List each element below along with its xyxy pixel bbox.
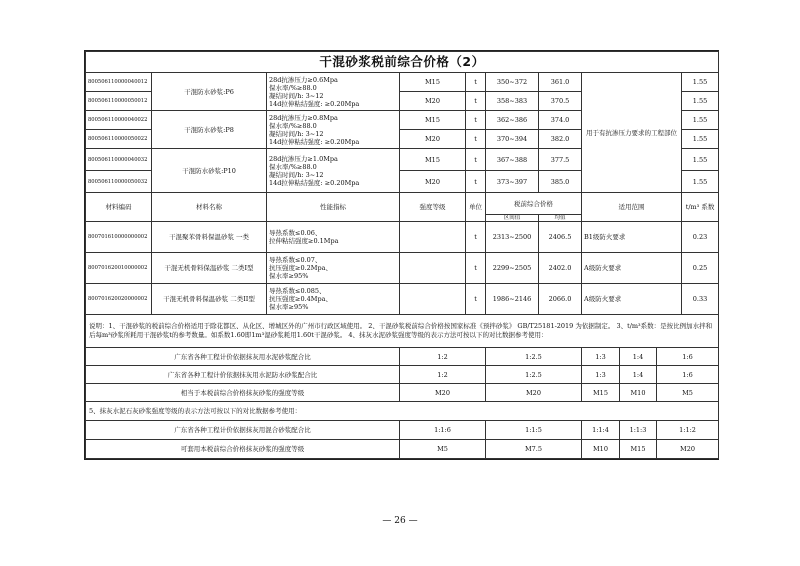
mix-value: M20 (657, 440, 719, 459)
mix-value: 1:2 (400, 348, 486, 366)
coefficient: 1.55 (682, 73, 719, 92)
material-code: 800506110000040032 (86, 149, 152, 171)
coefficient: 1.55 (682, 149, 719, 171)
mix-value: 1:4 (620, 366, 657, 384)
mix-value: 1:1:3 (620, 421, 657, 440)
material-code: 800506110000040022 (86, 111, 152, 130)
mix-value: 1:6 (657, 366, 719, 384)
price-mean: 2402.0 (539, 253, 582, 284)
mix-value: M20 (400, 384, 486, 402)
price-range: 370~394 (486, 130, 539, 149)
price-range: 1986~2146 (486, 284, 539, 315)
header-perf: 性能指标 (267, 193, 400, 222)
strength-grade (400, 253, 466, 284)
header-range: 区间值 (486, 215, 539, 222)
performance-spec: 28d抗渗压力≥0.6Mpa 保水率/%≥88.0 凝结时间/h: 3~12 14d拉伸粘结强度: ≥0.20Mpa (267, 73, 400, 111)
price-mean: 370.5 (539, 92, 582, 111)
price-range: 2299~2505 (486, 253, 539, 284)
price-range: 358~383 (486, 92, 539, 111)
price-table-sheet (84, 50, 719, 460)
mix-value: 1:6 (657, 348, 719, 366)
page-title: 干混砂浆税前综合价格（2） (86, 52, 719, 73)
coefficient: 0.25 (682, 253, 719, 284)
application-scope: A级防火要求 (582, 253, 682, 284)
price-mean: 2406.5 (539, 222, 582, 253)
mix-value: 1:2.5 (486, 348, 582, 366)
material-code: 800701610000000002 (86, 222, 152, 253)
mix-value: 1:1:5 (486, 421, 582, 440)
header-mean: 均值 (539, 215, 582, 222)
header-grade: 强度等级 (400, 193, 466, 222)
note-text: 说明：1、干混砂浆的税前综合价格适用于除花都区、从化区、增城区外的广州市行政区域使用。 2、干混砂浆税前综合价格按国家标准《预拌砂浆》 GB/T25181-2019 为依据制定。 3、t/m³系数：是按比例加水拌和后每m³砂浆所耗用干混砂浆t的参考数量。如系数1.60即1m³湿砂浆耗用1.60t干混砂浆。 4、抹灰水泥砂浆强度等级的表示方法可按以下的对比数据参考使用： (86, 315, 719, 348)
page-number: — 26 — (382, 516, 418, 526)
mix-value: 1:3 (582, 366, 620, 384)
price-range: 350~372 (486, 73, 539, 92)
header-code: 材料编码 (86, 193, 152, 222)
price-mean: 2066.0 (539, 284, 582, 315)
unit: t (466, 149, 486, 171)
mix-value: M5 (657, 384, 719, 402)
price-mean: 382.0 (539, 130, 582, 149)
application-scope: B1级防火要求 (582, 222, 682, 253)
material-name: 干混聚苯骨料保温砂浆 一类 (152, 222, 267, 253)
price-mean: 377.5 (539, 149, 582, 171)
header-unit: 单位 (466, 193, 486, 222)
unit: t (466, 111, 486, 130)
performance-spec: 导热系数≤0.07、 抗压强度≥0.2Mpa、 保水率≥95% (267, 253, 400, 284)
strength-grade: M15 (400, 111, 466, 130)
strength-grade: M20 (400, 171, 466, 193)
mix-label: 可套用本税前综合价格抹灰砂浆的强度等级 (86, 440, 400, 459)
material-code: 800506110000050032 (86, 171, 152, 193)
unit: t (466, 171, 486, 193)
price-range: 2313~2500 (486, 222, 539, 253)
performance-spec: 28d抗渗压力≥0.8Mpa 保水率/%≥88.0 凝结时间/h: 3~12 14d拉伸粘结强度: ≥0.20Mpa (267, 111, 400, 149)
mix-value: 1:1:6 (400, 421, 486, 440)
material-name: 干混无机骨料保温砂浆 二类II型 (152, 284, 267, 315)
coefficient: 1.55 (682, 92, 719, 111)
mix-value: M7.5 (486, 440, 582, 459)
mix-value: M5 (400, 440, 486, 459)
price-range: 373~397 (486, 171, 539, 193)
performance-spec: 28d抗渗压力≥1.0Mpa 保水率/%≥88.0 凝结时间/h: 3~12 14d拉伸粘结强度: ≥0.20Mpa (267, 149, 400, 193)
mix-value: M20 (486, 384, 582, 402)
mix-value: M15 (582, 384, 620, 402)
header-scope: 适用范围 (582, 193, 682, 222)
unit: t (466, 73, 486, 92)
material-name: 干混无机骨料保温砂浆 二类I型 (152, 253, 267, 284)
strength-grade: M15 (400, 73, 466, 92)
strength-grade: M15 (400, 149, 466, 171)
mix-value: 1:3 (582, 348, 620, 366)
strength-grade: M20 (400, 130, 466, 149)
strength-grade (400, 222, 466, 253)
mix-value: 1:4 (620, 348, 657, 366)
header-price: 税前综合价格 (486, 193, 582, 215)
unit: t (466, 130, 486, 149)
mix-value: M10 (582, 440, 620, 459)
coefficient: 0.23 (682, 222, 719, 253)
unit: t (466, 253, 486, 284)
price-range: 362~386 (486, 111, 539, 130)
mix-label: 广东省各种工程计价依据抹灰用混合砂浆配合比 (86, 421, 400, 440)
mix-label: 广东省各种工程计价依据抹灰用水泥防水砂浆配合比 (86, 366, 400, 384)
strength-grade: M20 (400, 92, 466, 111)
material-name: 干混防水砂浆:P10 (152, 149, 267, 193)
material-code: 800701620020000002 (86, 284, 152, 315)
mix-value: M10 (620, 384, 657, 402)
material-code: 800506110000050022 (86, 130, 152, 149)
material-code: 800506110000040012 (86, 73, 152, 92)
mix-value: 1:2.5 (486, 366, 582, 384)
material-name: 干混防水砂浆:P8 (152, 111, 267, 149)
material-code: 800701620010000002 (86, 253, 152, 284)
header-name: 材料名称 (152, 193, 267, 222)
material-code: 800506110000050012 (86, 92, 152, 111)
material-name: 干混防水砂浆:P6 (152, 73, 267, 111)
mix-label: 广东省各种工程计价依据抹灰用水泥砂浆配合比 (86, 348, 400, 366)
mix-value: M15 (620, 440, 657, 459)
unit: t (466, 284, 486, 315)
price-mean: 374.0 (539, 111, 582, 130)
lime-note-text: 5、抹灰水泥石灰砂浆强度等级的表示方法可按以下的对比数据参考使用： (86, 402, 719, 421)
performance-spec: 导热系数≤0.085、 抗压强度≥0.4Mpa、 保水率≥95% (267, 284, 400, 315)
price-table (85, 51, 719, 459)
strength-grade (400, 284, 466, 315)
unit: t (466, 92, 486, 111)
unit: t (466, 222, 486, 253)
coefficient: 1.55 (682, 171, 719, 193)
performance-spec: 导热系数≤0.06、 拉伸粘结强度≥0.1Mpa (267, 222, 400, 253)
price-mean: 385.0 (539, 171, 582, 193)
mix-value: 1:1:4 (582, 421, 620, 440)
header-coef: t/m³ 系数 (682, 193, 719, 222)
mix-label: 相当于本税前综合价格抹灰砂浆的强度等级 (86, 384, 400, 402)
coefficient: 1.55 (682, 111, 719, 130)
price-mean: 361.0 (539, 73, 582, 92)
coefficient: 0.33 (682, 284, 719, 315)
price-range: 367~388 (486, 149, 539, 171)
application-scope: 用于有抗渗压力要求的工程部位 (582, 73, 682, 193)
mix-value: 1:2 (400, 366, 486, 384)
application-scope: A级防火要求 (582, 284, 682, 315)
mix-value: 1:1:2 (657, 421, 719, 440)
coefficient: 1.55 (682, 130, 719, 149)
